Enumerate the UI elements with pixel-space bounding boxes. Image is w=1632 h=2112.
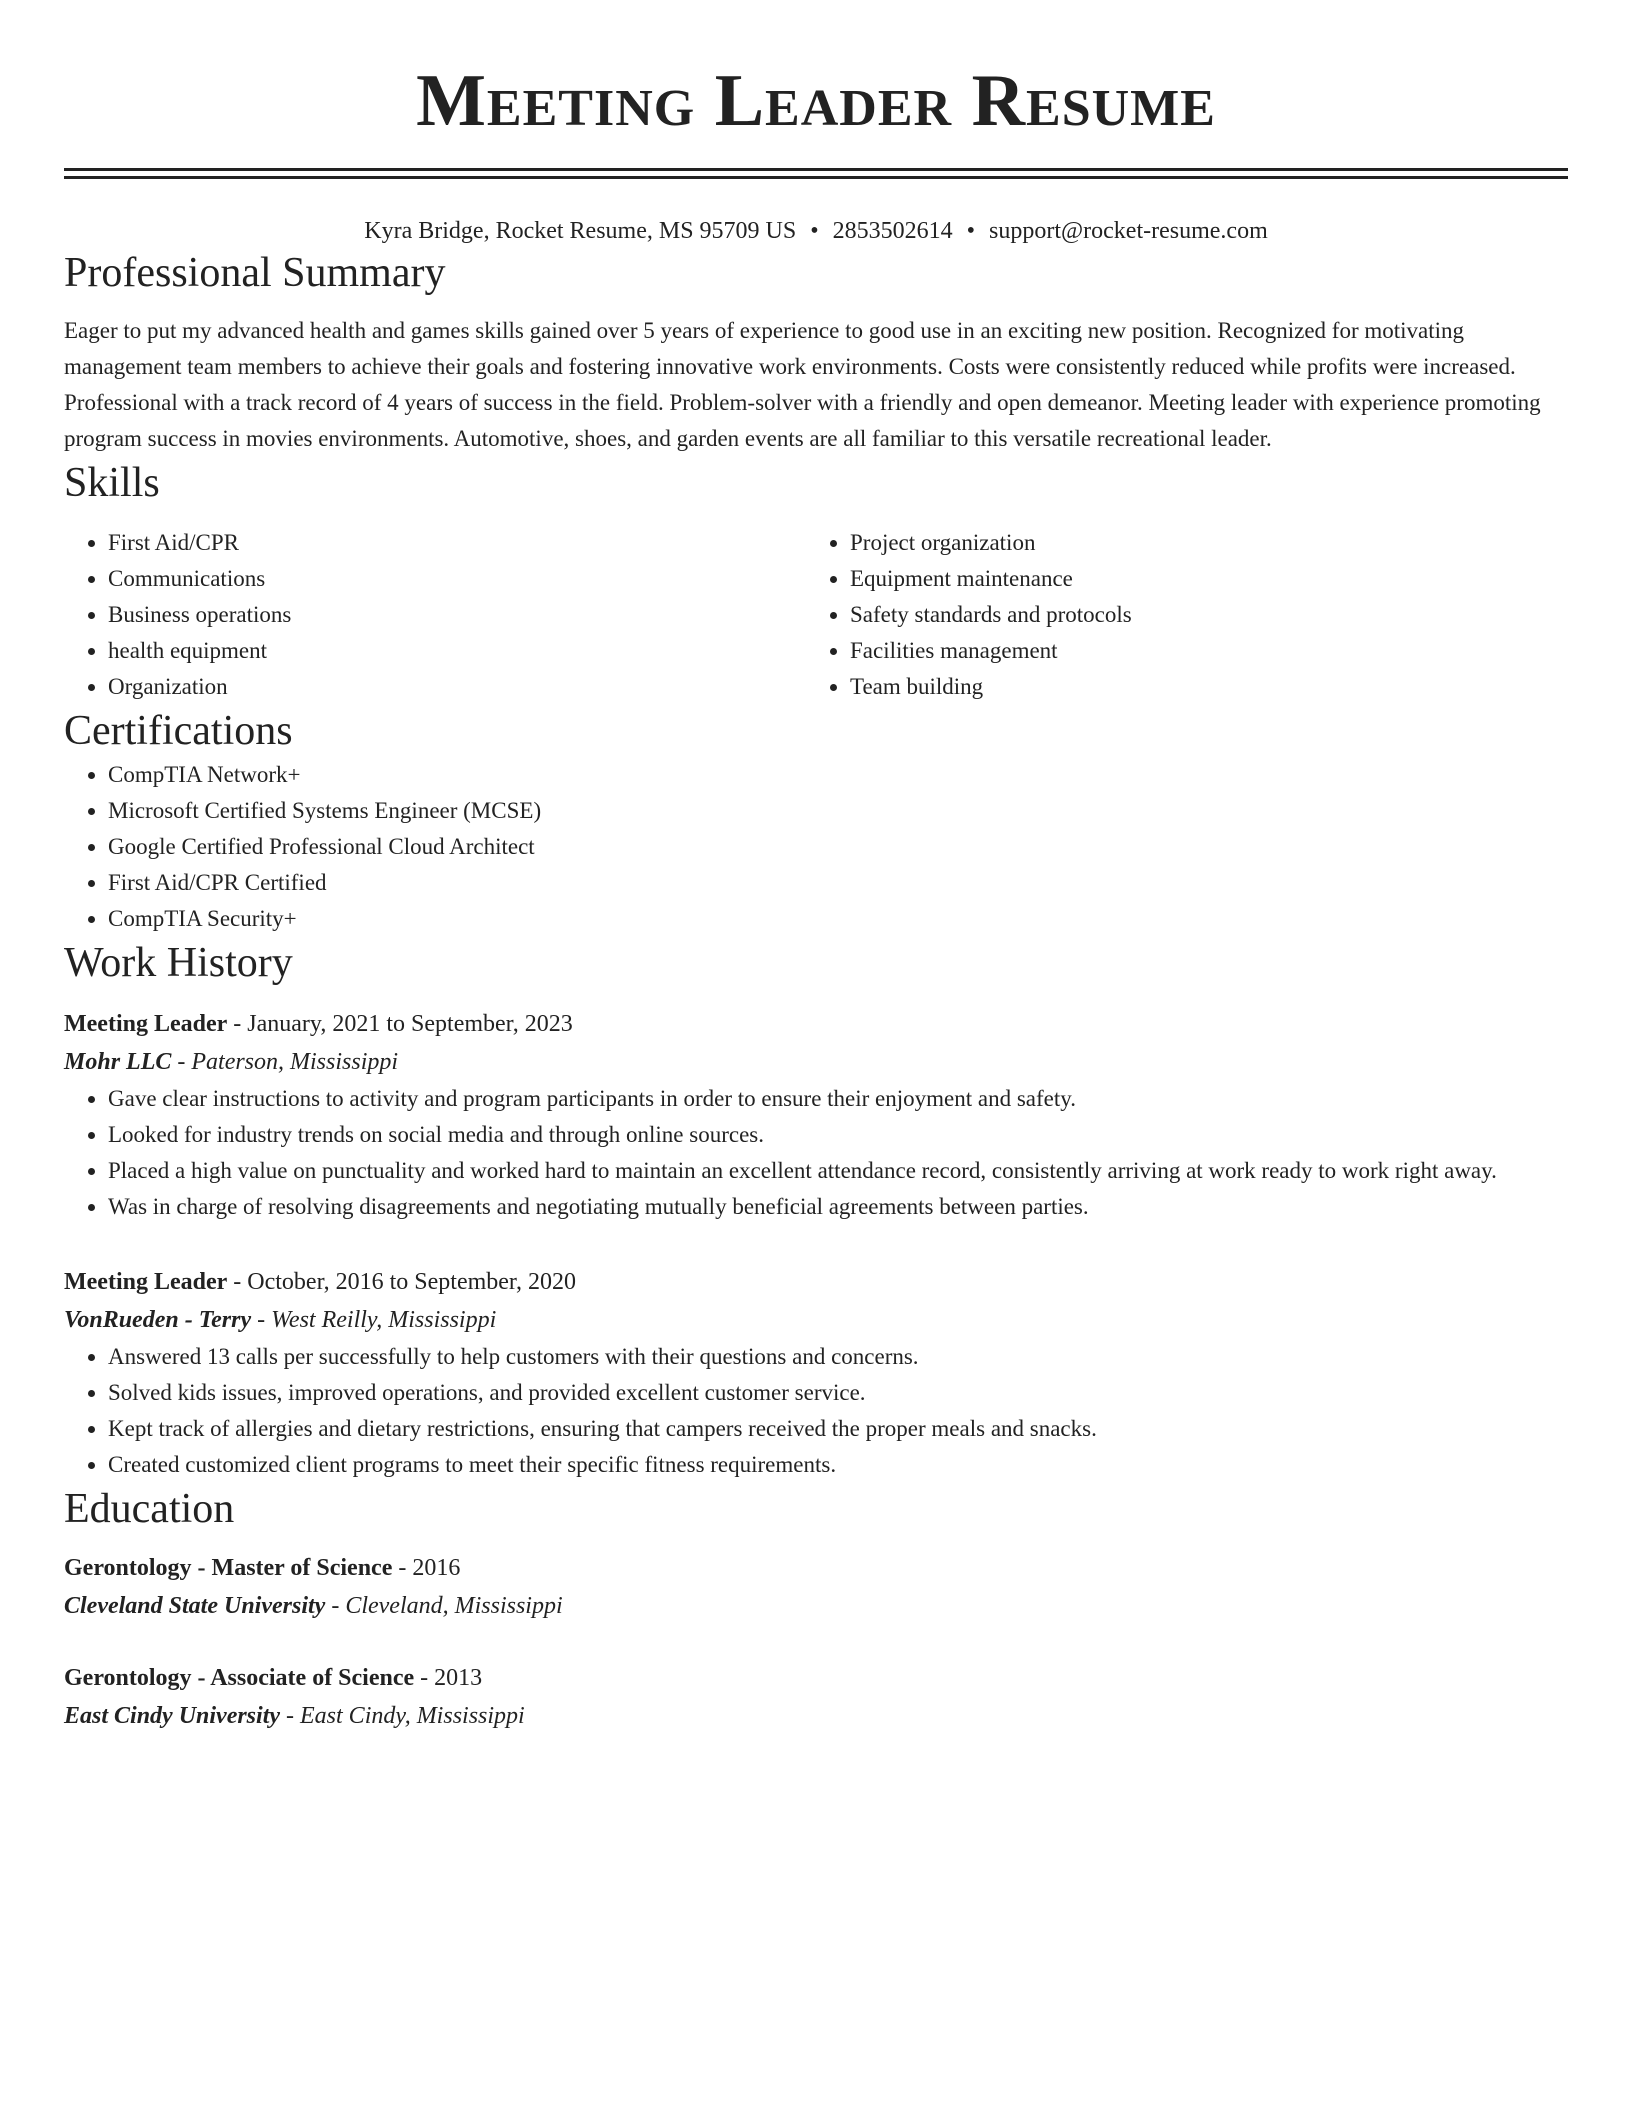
job-duties-list bbox=[64, 1339, 1568, 1483]
job-entry bbox=[64, 1263, 1568, 1483]
resume-title: Meeting Leader Resume bbox=[416, 60, 1216, 142]
summary-heading: Professional Summary bbox=[64, 250, 446, 296]
skills-left-column bbox=[64, 525, 806, 705]
skill-item: • Facilities management bbox=[850, 633, 1548, 669]
skill-item: • Project organization bbox=[850, 525, 1548, 561]
job-company: Mohr LLC bbox=[64, 1049, 172, 1075]
contact-phone: 2853502614 bbox=[832, 218, 953, 244]
school-name: Cleveland State University bbox=[64, 1593, 326, 1619]
skills-right-column bbox=[806, 525, 1548, 705]
degree-line: Gerontology - Master of Science - 2016 bbox=[64, 1555, 461, 1581]
education-heading: Education bbox=[64, 1486, 235, 1532]
skill-item: • Communications bbox=[108, 561, 806, 597]
school-line: East Cindy University - East Cindy, Mississippi bbox=[64, 1703, 525, 1729]
certification-item: • CompTIA Security+ bbox=[108, 901, 1568, 937]
job-duty: • Kept track of allergies and dietary restrictions, ensuring that campers received the proper meals and snacks. bbox=[108, 1411, 1568, 1447]
skill-item: • Business operations bbox=[108, 597, 806, 633]
certification-item: • Google Certified Professional Cloud Architect bbox=[108, 829, 1568, 865]
degree-year: 2013 bbox=[434, 1665, 483, 1691]
degree-line: Gerontology - Associate of Science - 2013 bbox=[64, 1665, 483, 1691]
job-title: Meeting Leader bbox=[64, 1011, 228, 1037]
skill-item: • health equipment bbox=[108, 633, 806, 669]
school-location: Cleveland, Mississippi bbox=[345, 1593, 563, 1619]
school-name: East Cindy University bbox=[64, 1703, 281, 1729]
skills-list-left bbox=[64, 525, 806, 705]
school-location: East Cindy, Mississippi bbox=[300, 1703, 525, 1729]
job-duty: • Answered 13 calls per successfully to help customers with their questions and concerns. bbox=[108, 1339, 1568, 1375]
school-line: Cleveland State University - Cleveland, Mississippi bbox=[64, 1593, 563, 1619]
title-divider bbox=[64, 168, 1568, 179]
certifications-list bbox=[64, 757, 1568, 937]
degree: Gerontology - Master of Science bbox=[64, 1555, 393, 1581]
degree: Gerontology - Associate of Science bbox=[64, 1665, 415, 1691]
skills-columns bbox=[64, 525, 1568, 705]
contact-separator: • bbox=[966, 218, 976, 244]
skill-item: • Safety standards and protocols bbox=[850, 597, 1548, 633]
job-duty: • Gave clear instructions to activity and program participants in order to ensure their enjoyment and safety. bbox=[108, 1081, 1568, 1117]
contact-separator: • bbox=[810, 218, 819, 244]
summary-text: Eager to put my advanced health and games skills gained over 5 years of experience to good use in an exciting new position. Recognized for motivating management team members to achieve their goals and fostering innovative work environments. Costs were consistently reduced while profits were increased. Professional with a track record of 4 years of success in the field. Problem-solver with a friendly and open demeanor. Meeting leader with experience promoting program success in movies environments. Automotive, shoes, and garden events are all familiar to this versatile recreational leader. bbox=[64, 318, 1541, 451]
certification-item: • First Aid/CPR Certified bbox=[108, 865, 1568, 901]
job-title: Meeting Leader bbox=[64, 1269, 228, 1295]
education-entry bbox=[64, 1549, 1568, 1625]
degree-year: 2016 bbox=[412, 1555, 461, 1581]
certifications-heading: Certifications bbox=[64, 708, 293, 754]
contact-address: Kyra Bridge, Rocket Resume, MS 95709 US bbox=[364, 218, 797, 244]
skill-item: • Equipment maintenance bbox=[850, 561, 1548, 597]
job-entry bbox=[64, 1005, 1568, 1225]
job-dates: January, 2021 to September, 2023 bbox=[247, 1011, 573, 1037]
job-dates: October, 2016 to September, 2020 bbox=[247, 1269, 576, 1295]
job-title-line: Meeting Leader - January, 2021 to September, 2023 bbox=[64, 1011, 573, 1037]
job-duties-list bbox=[64, 1081, 1568, 1225]
job-duty: • Solved kids issues, improved operations, and provided excellent customer service. bbox=[108, 1375, 1568, 1411]
job-duty: • Was in charge of resolving disagreements and negotiating mutually beneficial agreements between parties. bbox=[108, 1189, 1568, 1225]
certification-item: • CompTIA Network+ bbox=[108, 757, 1568, 793]
job-company-line: VonRueden - Terry - West Reilly, Mississippi bbox=[64, 1307, 497, 1333]
job-location: Paterson, Mississippi bbox=[191, 1049, 399, 1075]
skill-item: • First Aid/CPR bbox=[108, 525, 806, 561]
job-company-line: Mohr LLC - Paterson, Mississippi bbox=[64, 1049, 399, 1075]
job-duty: • Placed a high value on punctuality and worked hard to maintain an excellent attendance record, consistently arriving at work ready to work right away. bbox=[108, 1153, 1568, 1189]
contact-email[interactable]: support@rocket-resume.com bbox=[989, 218, 1268, 244]
job-duty: • Looked for industry trends on social media and through online sources. bbox=[108, 1117, 1568, 1153]
contact-line bbox=[64, 215, 1568, 247]
skills-heading: Skills bbox=[64, 460, 160, 506]
job-location: West Reilly, Mississippi bbox=[271, 1307, 497, 1333]
skill-item: • Organization bbox=[108, 669, 806, 705]
job-duty: • Created customized client programs to meet their specific fitness requirements. bbox=[108, 1447, 1568, 1483]
certification-item: • Microsoft Certified Systems Engineer (MCSE) bbox=[108, 793, 1568, 829]
education-entry bbox=[64, 1659, 1568, 1735]
skills-list-right bbox=[806, 525, 1548, 705]
job-title-line: Meeting Leader - October, 2016 to September, 2020 bbox=[64, 1269, 576, 1295]
work-history-heading: Work History bbox=[64, 940, 293, 986]
job-company: VonRueden - Terry bbox=[64, 1307, 252, 1333]
skill-item: • Team building bbox=[850, 669, 1548, 705]
